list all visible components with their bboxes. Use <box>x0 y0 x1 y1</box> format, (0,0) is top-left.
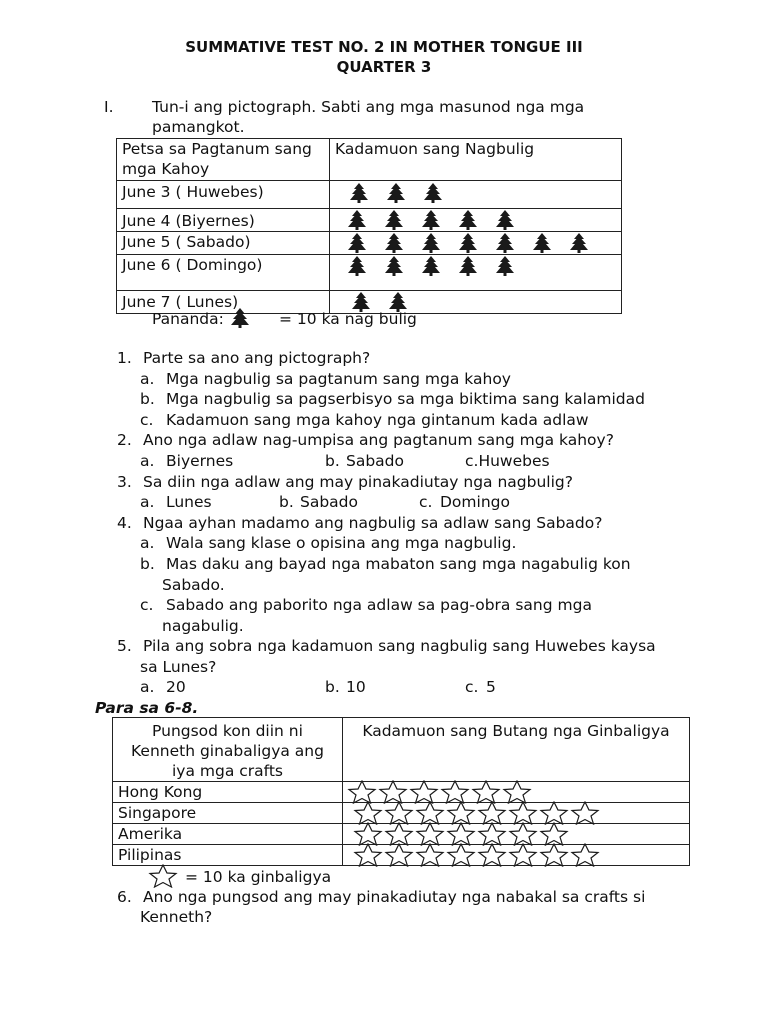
tree-icon-group <box>335 232 616 254</box>
tree-icon-group <box>335 209 616 231</box>
tree-icon <box>493 255 517 277</box>
q3 <box>117 472 573 492</box>
q1-choice-c <box>140 410 589 430</box>
q4-choice-a <box>140 533 516 553</box>
tree-icon <box>345 209 369 231</box>
tree-icon <box>493 232 517 254</box>
q2 <box>117 430 614 450</box>
table1-row-icons <box>330 232 622 255</box>
table1-row-icons <box>330 255 622 291</box>
tree-icon <box>456 232 480 254</box>
table2-row-label: Pilipinas <box>113 845 343 866</box>
table2-row-icons <box>343 803 690 824</box>
choice-text: c.Huwebes <box>465 452 550 470</box>
choice-letter: b. <box>279 493 294 511</box>
legend-label: Pananda: <box>152 310 224 328</box>
star-icon-group <box>343 780 689 800</box>
star-icon <box>506 843 540 867</box>
question-number: 2. <box>117 431 132 449</box>
table1-row-label: June 5 ( Sabado) <box>117 232 330 255</box>
choice-text: nagabulig. <box>162 617 244 635</box>
choice-text: Sabado ang paborito nga adlaw sa pag-obra sang mga <box>166 596 592 614</box>
table1-row-label: June 6 ( Domingo) <box>117 255 330 291</box>
table1-row-label: June 3 ( Huwebes) <box>117 181 330 209</box>
tree-icon <box>419 232 443 254</box>
tree-icon <box>228 307 252 333</box>
choice-letter: a. <box>140 452 155 470</box>
q5-cont <box>140 657 216 677</box>
tree-icon <box>347 182 371 204</box>
q1-choice-a <box>140 369 511 389</box>
star-icon-group <box>343 822 689 842</box>
table2-row-label: Amerika <box>113 824 343 845</box>
choice-letter: b. <box>140 555 155 573</box>
tree-icon <box>530 232 554 254</box>
question-text: Ano nga adlaw nag-umpisa ang pagtanum sang mga kahoy? <box>143 431 614 449</box>
q2-choice-c <box>465 451 550 471</box>
table1-row-icons <box>330 209 622 232</box>
tree-icon <box>382 232 406 254</box>
star-icon <box>568 801 602 825</box>
star-icon <box>568 843 602 867</box>
star-icon-group <box>343 801 689 821</box>
question-text: Ano nga pungsod ang may pinakadiutay nga nabakal sa crafts si <box>143 888 646 906</box>
choice-letter: a. <box>140 534 155 552</box>
instruction-line-1: Tun-i ang pictograph. Sabti ang mga masunod nga mga <box>152 98 585 116</box>
tree-icon <box>382 209 406 231</box>
choice-text: Mga nagbulig sa pagtanum sang mga kahoy <box>166 370 511 388</box>
table2-row-icons <box>343 845 690 866</box>
question-text: Parte sa ano ang pictograph? <box>143 349 371 367</box>
tree-icon <box>384 182 408 204</box>
choice-text: Mga nagbulig sa pagserbisyo sa mga biktima sang kalamidad <box>166 390 645 408</box>
star-icon <box>475 843 509 867</box>
table2-row-icons <box>343 824 690 845</box>
tree-icon <box>419 255 443 277</box>
choice-letter: c. <box>140 596 154 614</box>
choice-text: 5 <box>486 678 496 696</box>
table2-row-icons <box>343 782 690 803</box>
section-2-heading: Para sa 6-8. <box>95 699 199 717</box>
q4-choice-c-cont <box>162 616 244 636</box>
choice-letter: c. <box>465 678 479 696</box>
legend-2-value: = 10 ka ginbaligya <box>185 868 332 886</box>
star-icon <box>382 843 416 867</box>
question-number: 6. <box>117 888 132 906</box>
choice-text: Wala sang klase o opisina ang mga nagbulig. <box>166 534 517 552</box>
tree-icon <box>382 255 406 277</box>
question-text: Ngaa ayhan madamo ang nagbulig sa adlaw sang Sabado? <box>143 514 603 532</box>
q4-choice-b <box>140 554 631 574</box>
q4-choice-b-cont <box>162 575 225 595</box>
choice-letter: a. <box>140 678 155 696</box>
q3-choice-c <box>419 492 510 512</box>
choice-text: Sabado <box>300 493 358 511</box>
q4 <box>117 513 602 533</box>
q5-choice-c <box>465 677 496 697</box>
star-icon <box>413 843 447 867</box>
q5-choice-b <box>325 677 366 697</box>
table1-row-icons <box>330 181 622 209</box>
choice-letter: c. <box>140 411 154 429</box>
choice-text: Sabado. <box>162 576 225 594</box>
question-number: 5. <box>117 637 132 655</box>
tree-icon-group <box>335 181 616 204</box>
legend-value: = 10 ka nag bulig <box>279 310 417 328</box>
table1-header-date <box>117 139 330 181</box>
table1-header-date-line1: Petsa sa Pagtanum sang <box>122 140 312 158</box>
q6-cont: Kenneth? <box>140 908 213 926</box>
q3-choice-b <box>279 492 358 512</box>
table1-header-count: Kadamuon sang Nagbulig <box>330 139 622 181</box>
tree-icon-group <box>335 255 616 277</box>
choice-text: 10 <box>346 678 366 696</box>
choice-letter: b. <box>140 390 155 408</box>
tree-icon <box>345 255 369 277</box>
choice-letter: a. <box>140 493 155 511</box>
choice-letter: b. <box>325 678 340 696</box>
star-icon <box>537 843 571 867</box>
q2-choice-a <box>140 451 233 471</box>
tree-icon <box>345 232 369 254</box>
table2-header-country-line2: Kenneth ginabaligya ang <box>131 742 324 760</box>
q5-choice-a <box>140 677 186 697</box>
table1-row-label: June 7 ( Lunes) <box>117 291 330 314</box>
star-icon-group <box>343 843 689 863</box>
question-text: Sa diin nga adlaw ang may pinakadiutay nga nagbulig? <box>143 473 573 491</box>
q4-choice-c <box>140 595 592 615</box>
star-icon <box>444 843 478 867</box>
q1 <box>117 348 370 368</box>
tree-icon <box>567 232 591 254</box>
instruction-line-2: pamangkot. <box>152 118 245 136</box>
choice-text: Lunes <box>166 493 212 511</box>
choice-letter: b. <box>325 452 340 470</box>
question-text: Pila ang sobra nga kadamuon sang nagbulig sang Huwebes kaysa <box>143 637 656 655</box>
q1-choice-b <box>140 389 645 409</box>
tree-icon <box>419 209 443 231</box>
table2-row-label: Hong Kong <box>113 782 343 803</box>
question-number: 1. <box>117 349 132 367</box>
crafts-pictograph-table <box>112 717 690 866</box>
tree-icon <box>456 209 480 231</box>
q2-choice-b <box>325 451 404 471</box>
tree-icon <box>493 209 517 231</box>
table2-header-country-line3: iya mga crafts <box>172 762 283 780</box>
question-number: 3. <box>117 473 132 491</box>
section-numeral: I. <box>104 98 114 116</box>
q5 <box>117 636 656 656</box>
choice-letter: c. <box>419 493 433 511</box>
table2-row-label: Singapore <box>113 803 343 824</box>
choice-text: Sabado <box>346 452 404 470</box>
choice-text: 20 <box>166 678 186 696</box>
tree-icon <box>456 255 480 277</box>
table2-header-country <box>113 718 343 782</box>
choice-text: Mas daku ang bayad nga mabaton sang mga nagabulig kon <box>166 555 631 573</box>
table1-row-label: June 4 (Biyernes) <box>117 209 330 232</box>
tree-icon <box>421 182 445 204</box>
q3-choice-a <box>140 492 212 512</box>
table2-header-count: Kadamuon sang Butang nga Ginbaligya <box>343 718 690 782</box>
question-text: sa Lunes? <box>140 658 217 676</box>
table2-header-country-line1: Pungsod kon diin ni <box>152 722 303 740</box>
tree-pictograph-table <box>116 138 622 314</box>
choice-letter: a. <box>140 370 155 388</box>
q6 <box>117 887 645 907</box>
table1-header-date-line2: mga Kahoy <box>122 160 210 178</box>
choice-text: Domingo <box>440 493 510 511</box>
choice-text: Kadamuon sang mga kahoy nga gintanum kada adlaw <box>166 411 589 429</box>
test-title: SUMMATIVE TEST NO. 2 IN MOTHER TONGUE III <box>185 38 583 56</box>
star-icon <box>351 843 385 867</box>
quarter-title: QUARTER 3 <box>336 58 432 76</box>
question-number: 4. <box>117 514 132 532</box>
choice-text: Biyernes <box>166 452 234 470</box>
